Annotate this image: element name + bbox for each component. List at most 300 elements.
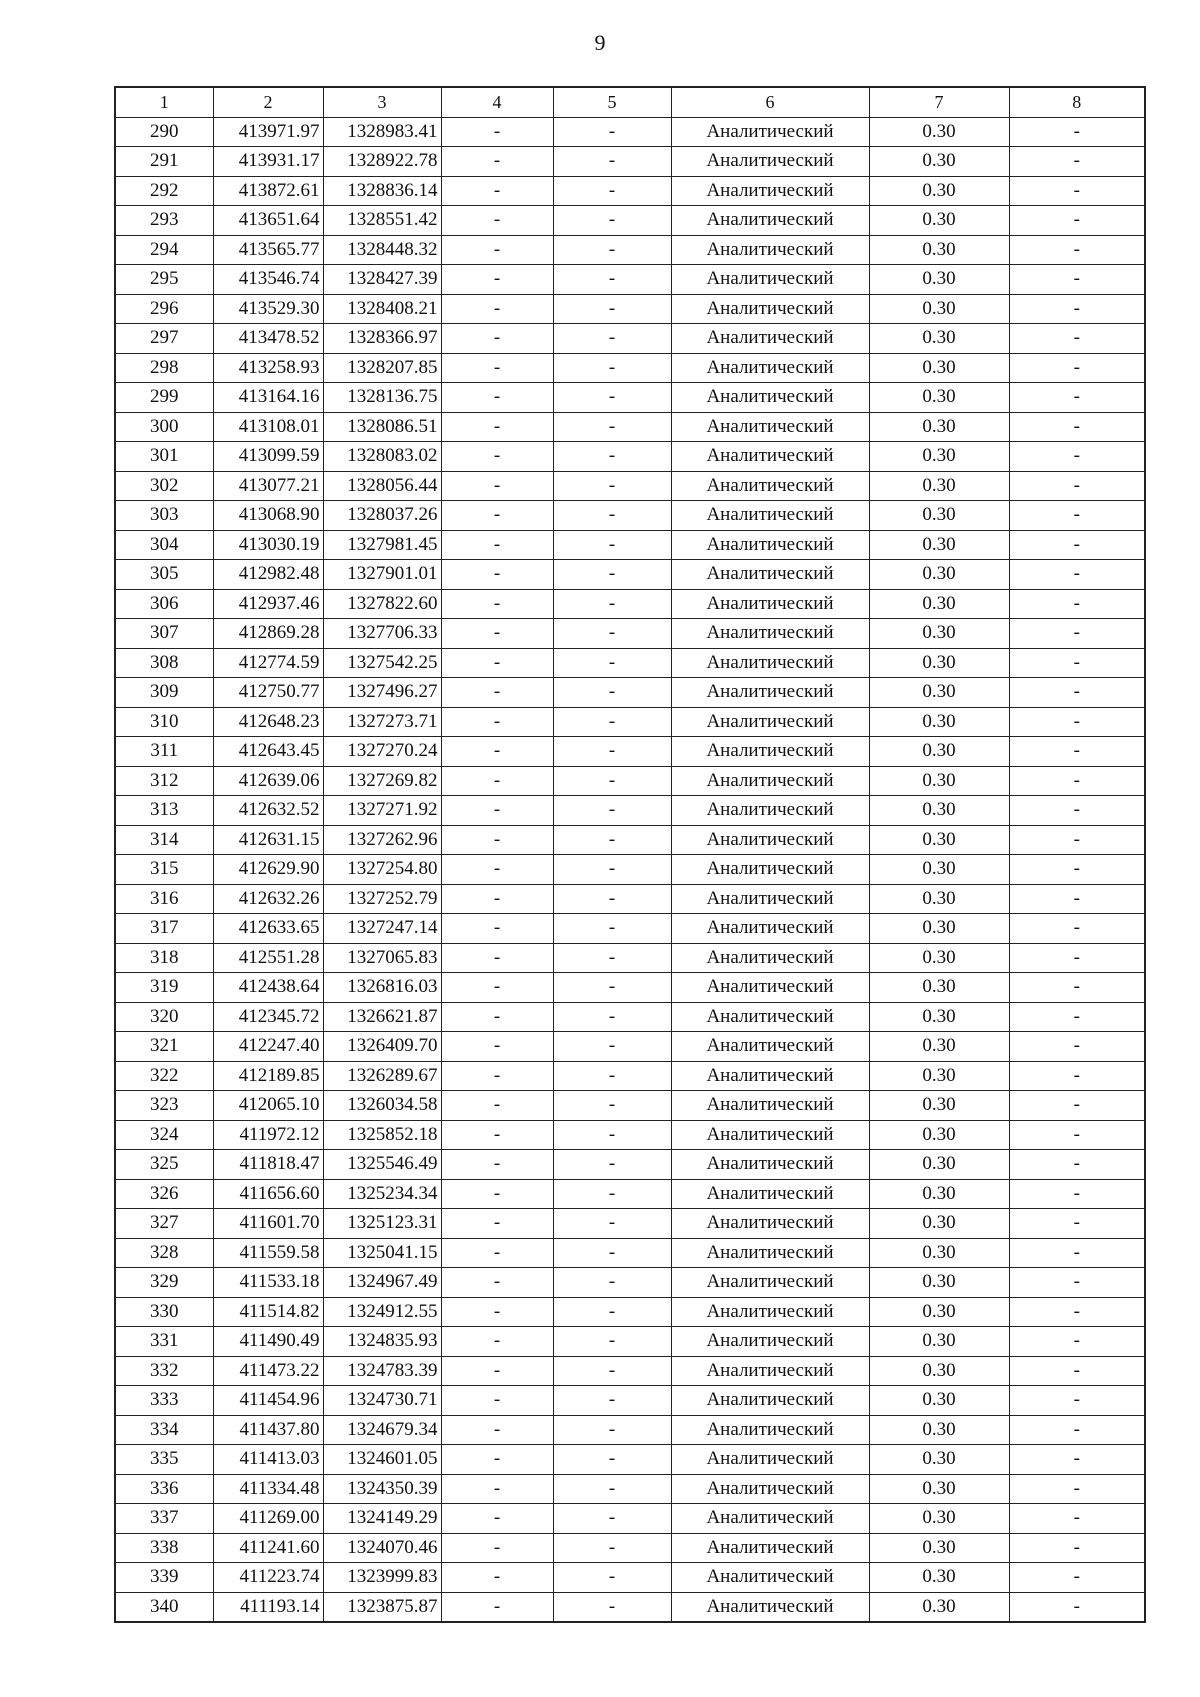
y-coordinate-cell: 1327542.25 [323, 648, 441, 678]
accuracy-cell: 0.30 [869, 678, 1009, 708]
accuracy-cell: 0.30 [869, 442, 1009, 472]
y-coordinate-cell: 1325041.15 [323, 1238, 441, 1268]
col8-cell: - [1009, 147, 1145, 177]
col5-cell: - [553, 235, 671, 265]
col8-cell: - [1009, 1238, 1145, 1268]
accuracy-cell: 0.30 [869, 176, 1009, 206]
col4-cell: - [441, 1297, 553, 1327]
accuracy-cell: 0.30 [869, 796, 1009, 826]
y-coordinate-cell: 1324070.46 [323, 1533, 441, 1563]
table-row [115, 206, 1145, 236]
x-coordinate-cell: 411454.96 [213, 1386, 323, 1416]
col8-cell: - [1009, 1120, 1145, 1150]
method-cell: Аналитический [671, 1356, 869, 1386]
col8-cell: - [1009, 471, 1145, 501]
col4-cell: - [441, 1386, 553, 1416]
x-coordinate-cell: 412937.46 [213, 589, 323, 619]
accuracy-cell: 0.30 [869, 324, 1009, 354]
col4-cell: - [441, 1120, 553, 1150]
table-row [115, 1533, 1145, 1563]
column-header-8: 8 [1009, 87, 1145, 117]
col4-cell: - [441, 619, 553, 649]
col8-cell: - [1009, 206, 1145, 236]
col8-cell: - [1009, 176, 1145, 206]
column-header-6: 6 [671, 87, 869, 117]
point-number-cell: 334 [115, 1415, 213, 1445]
col5-cell: - [553, 766, 671, 796]
y-coordinate-cell: 1325234.34 [323, 1179, 441, 1209]
col4-cell: - [441, 796, 553, 826]
col5-cell: - [553, 796, 671, 826]
method-cell: Аналитический [671, 884, 869, 914]
method-cell: Аналитический [671, 1120, 869, 1150]
x-coordinate-cell: 413099.59 [213, 442, 323, 472]
x-coordinate-cell: 412632.26 [213, 884, 323, 914]
x-coordinate-cell: 412065.10 [213, 1091, 323, 1121]
col5-cell: - [553, 1327, 671, 1357]
col8-cell: - [1009, 943, 1145, 973]
col5-cell: - [553, 1563, 671, 1593]
col4-cell: - [441, 530, 553, 560]
method-cell: Аналитический [671, 1268, 869, 1298]
point-number-cell: 319 [115, 973, 213, 1003]
method-cell: Аналитический [671, 1179, 869, 1209]
accuracy-cell: 0.30 [869, 1032, 1009, 1062]
col8-cell: - [1009, 1032, 1145, 1062]
accuracy-cell: 0.30 [869, 501, 1009, 531]
table-row [115, 501, 1145, 531]
x-coordinate-cell: 413931.17 [213, 147, 323, 177]
point-number-cell: 308 [115, 648, 213, 678]
x-coordinate-cell: 413651.64 [213, 206, 323, 236]
col5-cell: - [553, 707, 671, 737]
accuracy-cell: 0.30 [869, 1179, 1009, 1209]
col8-cell: - [1009, 1209, 1145, 1239]
table-row [115, 619, 1145, 649]
col5-cell: - [553, 1238, 671, 1268]
x-coordinate-cell: 412247.40 [213, 1032, 323, 1062]
col4-cell: - [441, 412, 553, 442]
x-coordinate-cell: 412632.52 [213, 796, 323, 826]
y-coordinate-cell: 1327706.33 [323, 619, 441, 649]
x-coordinate-cell: 413164.16 [213, 383, 323, 413]
y-coordinate-cell: 1328983.41 [323, 117, 441, 147]
col5-cell: - [553, 117, 671, 147]
col5-cell: - [553, 855, 671, 885]
x-coordinate-cell: 411490.49 [213, 1327, 323, 1357]
table-row [115, 1356, 1145, 1386]
point-number-cell: 292 [115, 176, 213, 206]
col5-cell: - [553, 147, 671, 177]
method-cell: Аналитический [671, 796, 869, 826]
point-number-cell: 339 [115, 1563, 213, 1593]
point-number-cell: 315 [115, 855, 213, 885]
col8-cell: - [1009, 707, 1145, 737]
point-number-cell: 312 [115, 766, 213, 796]
table-row [115, 914, 1145, 944]
col4-cell: - [441, 1533, 553, 1563]
accuracy-cell: 0.30 [869, 884, 1009, 914]
x-coordinate-cell: 413529.30 [213, 294, 323, 324]
col5-cell: - [553, 1061, 671, 1091]
accuracy-cell: 0.30 [869, 1061, 1009, 1091]
point-number-cell: 309 [115, 678, 213, 708]
x-coordinate-cell: 412648.23 [213, 707, 323, 737]
y-coordinate-cell: 1325123.31 [323, 1209, 441, 1239]
col4-cell: - [441, 1032, 553, 1062]
method-cell: Аналитический [671, 973, 869, 1003]
col8-cell: - [1009, 1091, 1145, 1121]
col5-cell: - [553, 353, 671, 383]
col5-cell: - [553, 442, 671, 472]
col4-cell: - [441, 1150, 553, 1180]
col4-cell: - [441, 1445, 553, 1475]
col8-cell: - [1009, 412, 1145, 442]
table-row [115, 1179, 1145, 1209]
col8-cell: - [1009, 1445, 1145, 1475]
accuracy-cell: 0.30 [869, 648, 1009, 678]
table-row [115, 589, 1145, 619]
table-row [115, 412, 1145, 442]
table-row [115, 353, 1145, 383]
method-cell: Аналитический [671, 471, 869, 501]
y-coordinate-cell: 1327981.45 [323, 530, 441, 560]
y-coordinate-cell: 1328083.02 [323, 442, 441, 472]
table-row [115, 1592, 1145, 1622]
method-cell: Аналитический [671, 766, 869, 796]
col8-cell: - [1009, 501, 1145, 531]
col5-cell: - [553, 1504, 671, 1534]
method-cell: Аналитический [671, 1533, 869, 1563]
col5-cell: - [553, 1179, 671, 1209]
col4-cell: - [441, 383, 553, 413]
col4-cell: - [441, 265, 553, 295]
table-row [115, 265, 1145, 295]
point-number-cell: 338 [115, 1533, 213, 1563]
col4-cell: - [441, 117, 553, 147]
accuracy-cell: 0.30 [869, 412, 1009, 442]
method-cell: Аналитический [671, 294, 869, 324]
y-coordinate-cell: 1325546.49 [323, 1150, 441, 1180]
accuracy-cell: 0.30 [869, 206, 1009, 236]
col5-cell: - [553, 914, 671, 944]
accuracy-cell: 0.30 [869, 1150, 1009, 1180]
table-row [115, 707, 1145, 737]
col5-cell: - [553, 1268, 671, 1298]
table-body [115, 117, 1145, 1622]
col5-cell: - [553, 1002, 671, 1032]
point-number-cell: 302 [115, 471, 213, 501]
y-coordinate-cell: 1327262.96 [323, 825, 441, 855]
y-coordinate-cell: 1327252.79 [323, 884, 441, 914]
accuracy-cell: 0.30 [869, 1120, 1009, 1150]
method-cell: Аналитический [671, 707, 869, 737]
col5-cell: - [553, 589, 671, 619]
accuracy-cell: 0.30 [869, 914, 1009, 944]
method-cell: Аналитический [671, 1002, 869, 1032]
point-number-cell: 290 [115, 117, 213, 147]
y-coordinate-cell: 1328408.21 [323, 294, 441, 324]
x-coordinate-cell: 412345.72 [213, 1002, 323, 1032]
col8-cell: - [1009, 442, 1145, 472]
method-cell: Аналитический [671, 530, 869, 560]
y-coordinate-cell: 1327822.60 [323, 589, 441, 619]
accuracy-cell: 0.30 [869, 1563, 1009, 1593]
y-coordinate-cell: 1328427.39 [323, 265, 441, 295]
table-row [115, 796, 1145, 826]
point-number-cell: 332 [115, 1356, 213, 1386]
x-coordinate-cell: 413971.97 [213, 117, 323, 147]
table-row [115, 678, 1145, 708]
col4-cell: - [441, 1268, 553, 1298]
y-coordinate-cell: 1328207.85 [323, 353, 441, 383]
col4-cell: - [441, 678, 553, 708]
point-number-cell: 306 [115, 589, 213, 619]
col5-cell: - [553, 383, 671, 413]
y-coordinate-cell: 1327254.80 [323, 855, 441, 885]
method-cell: Аналитический [671, 678, 869, 708]
table-row [115, 1091, 1145, 1121]
table-row [115, 1504, 1145, 1534]
y-coordinate-cell: 1324783.39 [323, 1356, 441, 1386]
col8-cell: - [1009, 648, 1145, 678]
col5-cell: - [553, 471, 671, 501]
table-row [115, 1002, 1145, 1032]
method-cell: Аналитический [671, 1386, 869, 1416]
method-cell: Аналитический [671, 442, 869, 472]
x-coordinate-cell: 412643.45 [213, 737, 323, 767]
y-coordinate-cell: 1326409.70 [323, 1032, 441, 1062]
col8-cell: - [1009, 1592, 1145, 1622]
point-number-cell: 320 [115, 1002, 213, 1032]
col8-cell: - [1009, 766, 1145, 796]
col8-cell: - [1009, 589, 1145, 619]
accuracy-cell: 0.30 [869, 737, 1009, 767]
y-coordinate-cell: 1324835.93 [323, 1327, 441, 1357]
col5-cell: - [553, 1474, 671, 1504]
point-number-cell: 313 [115, 796, 213, 826]
col4-cell: - [441, 442, 553, 472]
point-number-cell: 330 [115, 1297, 213, 1327]
table-row [115, 147, 1145, 177]
column-header-7: 7 [869, 87, 1009, 117]
table-row [115, 648, 1145, 678]
table-row [115, 943, 1145, 973]
x-coordinate-cell: 411223.74 [213, 1563, 323, 1593]
point-number-cell: 310 [115, 707, 213, 737]
col5-cell: - [553, 884, 671, 914]
x-coordinate-cell: 412982.48 [213, 560, 323, 590]
accuracy-cell: 0.30 [869, 619, 1009, 649]
x-coordinate-cell: 412750.77 [213, 678, 323, 708]
y-coordinate-cell: 1327271.92 [323, 796, 441, 826]
point-number-cell: 337 [115, 1504, 213, 1534]
method-cell: Аналитический [671, 324, 869, 354]
column-header-1: 1 [115, 87, 213, 117]
x-coordinate-cell: 412551.28 [213, 943, 323, 973]
col4-cell: - [441, 1504, 553, 1534]
col4-cell: - [441, 235, 553, 265]
col8-cell: - [1009, 265, 1145, 295]
col4-cell: - [441, 501, 553, 531]
col8-cell: - [1009, 1504, 1145, 1534]
col4-cell: - [441, 1002, 553, 1032]
method-cell: Аналитический [671, 412, 869, 442]
y-coordinate-cell: 1327901.01 [323, 560, 441, 590]
col5-cell: - [553, 1592, 671, 1622]
col4-cell: - [441, 648, 553, 678]
point-number-cell: 298 [115, 353, 213, 383]
table-row [115, 766, 1145, 796]
method-cell: Аналитический [671, 1297, 869, 1327]
col8-cell: - [1009, 294, 1145, 324]
col8-cell: - [1009, 796, 1145, 826]
col8-cell: - [1009, 884, 1145, 914]
y-coordinate-cell: 1327270.24 [323, 737, 441, 767]
table-row [115, 1268, 1145, 1298]
table-row [115, 1327, 1145, 1357]
accuracy-cell: 0.30 [869, 855, 1009, 885]
x-coordinate-cell: 413068.90 [213, 501, 323, 531]
col5-cell: - [553, 678, 671, 708]
y-coordinate-cell: 1327496.27 [323, 678, 441, 708]
col4-cell: - [441, 147, 553, 177]
y-coordinate-cell: 1328366.97 [323, 324, 441, 354]
method-cell: Аналитический [671, 855, 869, 885]
col5-cell: - [553, 648, 671, 678]
accuracy-cell: 0.30 [869, 1356, 1009, 1386]
method-cell: Аналитический [671, 825, 869, 855]
x-coordinate-cell: 412639.06 [213, 766, 323, 796]
point-number-cell: 325 [115, 1150, 213, 1180]
y-coordinate-cell: 1328037.26 [323, 501, 441, 531]
col8-cell: - [1009, 1474, 1145, 1504]
accuracy-cell: 0.30 [869, 1592, 1009, 1622]
method-cell: Аналитический [671, 1061, 869, 1091]
y-coordinate-cell: 1324679.34 [323, 1415, 441, 1445]
y-coordinate-cell: 1326034.58 [323, 1091, 441, 1121]
col4-cell: - [441, 560, 553, 590]
col4-cell: - [441, 294, 553, 324]
col5-cell: - [553, 530, 671, 560]
x-coordinate-cell: 411193.14 [213, 1592, 323, 1622]
y-coordinate-cell: 1327273.71 [323, 707, 441, 737]
col5-cell: - [553, 825, 671, 855]
point-number-cell: 293 [115, 206, 213, 236]
table-row [115, 560, 1145, 590]
x-coordinate-cell: 411269.00 [213, 1504, 323, 1534]
col5-cell: - [553, 1032, 671, 1062]
x-coordinate-cell: 413872.61 [213, 176, 323, 206]
method-cell: Аналитический [671, 206, 869, 236]
table-row [115, 471, 1145, 501]
table-row [115, 235, 1145, 265]
col5-cell: - [553, 1445, 671, 1475]
col8-cell: - [1009, 530, 1145, 560]
col4-cell: - [441, 1327, 553, 1357]
x-coordinate-cell: 411818.47 [213, 1150, 323, 1180]
method-cell: Аналитический [671, 235, 869, 265]
method-cell: Аналитический [671, 1563, 869, 1593]
method-cell: Аналитический [671, 1592, 869, 1622]
point-number-cell: 333 [115, 1386, 213, 1416]
col4-cell: - [441, 1238, 553, 1268]
table-row [115, 442, 1145, 472]
col8-cell: - [1009, 1002, 1145, 1032]
y-coordinate-cell: 1327269.82 [323, 766, 441, 796]
method-cell: Аналитический [671, 1238, 869, 1268]
col5-cell: - [553, 1356, 671, 1386]
col5-cell: - [553, 1297, 671, 1327]
table-row [115, 383, 1145, 413]
accuracy-cell: 0.30 [869, 265, 1009, 295]
table-row [115, 855, 1145, 885]
x-coordinate-cell: 411241.60 [213, 1533, 323, 1563]
x-coordinate-cell: 412869.28 [213, 619, 323, 649]
point-number-cell: 301 [115, 442, 213, 472]
col5-cell: - [553, 1415, 671, 1445]
accuracy-cell: 0.30 [869, 353, 1009, 383]
table-row [115, 1032, 1145, 1062]
point-number-cell: 327 [115, 1209, 213, 1239]
point-number-cell: 336 [115, 1474, 213, 1504]
point-number-cell: 305 [115, 560, 213, 590]
y-coordinate-cell: 1325852.18 [323, 1120, 441, 1150]
column-header-2: 2 [213, 87, 323, 117]
table-row [115, 1061, 1145, 1091]
col8-cell: - [1009, 560, 1145, 590]
col4-cell: - [441, 1415, 553, 1445]
table-row [115, 1297, 1145, 1327]
col4-cell: - [441, 825, 553, 855]
col8-cell: - [1009, 914, 1145, 944]
col5-cell: - [553, 973, 671, 1003]
col5-cell: - [553, 560, 671, 590]
col5-cell: - [553, 737, 671, 767]
point-number-cell: 331 [115, 1327, 213, 1357]
y-coordinate-cell: 1327247.14 [323, 914, 441, 944]
col5-cell: - [553, 412, 671, 442]
col4-cell: - [441, 973, 553, 1003]
col5-cell: - [553, 1091, 671, 1121]
col8-cell: - [1009, 1533, 1145, 1563]
table-row [115, 324, 1145, 354]
method-cell: Аналитический [671, 737, 869, 767]
table-row [115, 973, 1145, 1003]
accuracy-cell: 0.30 [869, 1327, 1009, 1357]
x-coordinate-cell: 411656.60 [213, 1179, 323, 1209]
y-coordinate-cell: 1326621.87 [323, 1002, 441, 1032]
col5-cell: - [553, 619, 671, 649]
point-number-cell: 307 [115, 619, 213, 649]
col8-cell: - [1009, 1268, 1145, 1298]
table-row [115, 1238, 1145, 1268]
col8-cell: - [1009, 117, 1145, 147]
table-row [115, 176, 1145, 206]
y-coordinate-cell: 1327065.83 [323, 943, 441, 973]
y-coordinate-cell: 1328922.78 [323, 147, 441, 177]
col5-cell: - [553, 176, 671, 206]
point-number-cell: 303 [115, 501, 213, 531]
point-number-cell: 323 [115, 1091, 213, 1121]
accuracy-cell: 0.30 [869, 1238, 1009, 1268]
col8-cell: - [1009, 737, 1145, 767]
col4-cell: - [441, 1179, 553, 1209]
col8-cell: - [1009, 1150, 1145, 1180]
col5-cell: - [553, 265, 671, 295]
point-number-cell: 296 [115, 294, 213, 324]
x-coordinate-cell: 411437.80 [213, 1415, 323, 1445]
